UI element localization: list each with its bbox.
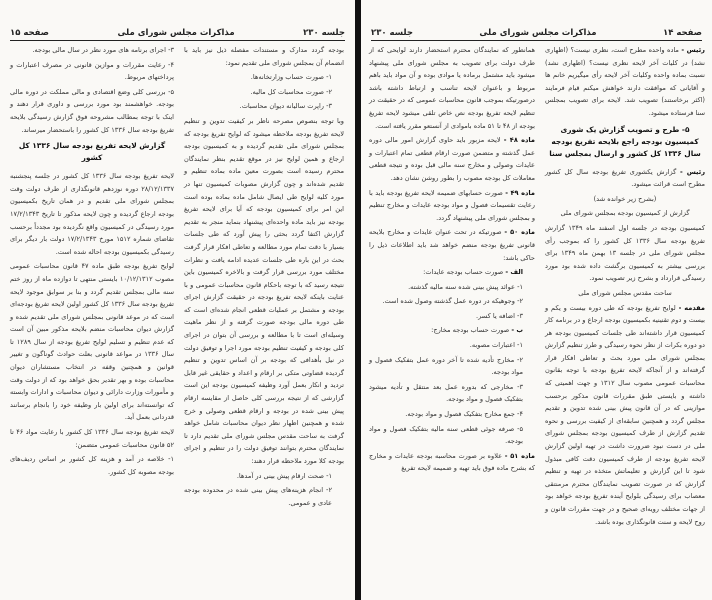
page-number: صفحه ۱۴ (663, 28, 702, 38)
list-item: ۲- صورت محاسبات کل مالیه. (250, 87, 332, 96)
right-page-left-column (369, 44, 535, 477)
session-number: جلسه ۲۳۰ (371, 28, 413, 38)
speaker-paragraph: رئیس - ماده واحده مطرح است، نظری نیست؟ (اظهاری نشد) در کلیات آخر لایحه نظری نیست؟ (اظهاری نشد) نسبت بماده واحده وکلیات آخر لایحه رأی میگیریم خانم ها و آقایانی که موافقت دارند خواهش میکنم قیام فرمایند (اکثر برخاستند) تصویب شد. لایحه برای تصویب بمجلس سنا فرستاده میشود. (545, 46, 705, 117)
list-item: ۵- بررسی کلی وضع اقتصادی و مالی مملکت در دوره مالی بودجه. خواهشمند بود مورد بررسی و داوری قرار دهند و اینک با توجه بمطالب مشروحه فوق گزارش رسیدگی بلایحه تفریغ بودجه سال ۱۳۳۶ کل کشور را باستحضار میرساند. (10, 87, 174, 134)
article-label: ماده ۵۰ - (504, 228, 535, 237)
subsection-heading: ب - صورت حساب بودجه مخارج: (431, 326, 523, 335)
speaker-label: رئیس - (680, 167, 705, 176)
list-item: ۱- عوائد پیش بینی شده سنه مالیه گذشته. (408, 282, 523, 291)
list-item: ۳- اضافه یا کسر. (476, 311, 523, 320)
right-page-header (371, 24, 702, 41)
speaker-paragraph: رئیس - گزارش یکشوری تفریغ بودجه سال کل کشور مطرح است قرائت میشود. (545, 167, 705, 189)
article-label: ماده ۴۸ - (503, 136, 535, 145)
running-title: مذاکرات مجلس شورای ملی (479, 28, 597, 38)
preface-label: مقدمه - (678, 303, 705, 312)
right-page (361, 0, 712, 600)
list-item: ۴- جمع مخارج بتفکیک فصول و مواد بودجه. (405, 410, 523, 419)
list-item: ۱- صحت ارقام پیش بینی در آمدها. (236, 471, 332, 480)
paragraph: همانطور که نمایندگان محترم استحضار دارند لوایحی که از طرف دولت برای تصویب به مجلس شورای ملی پیشنهاد میشود باید مشتمل برماده یا موادی بوده و آن مواد باید باهم مربوط و باعنوان لایحه تناسب و ارتباط داشته باشد درصورتیکه بموجب قانون محاسبات عمومی که در حقیقت در تنظیم لایحه تفریغ بودجه نص خاص تلقی میشود لایحه تفریغ بودجه از ۴۸ تا ۵۱ ماده باموادی از آنستعو مقرر یافته است. (369, 46, 535, 130)
left-page-header (10, 24, 345, 41)
list-item: ۳- مخارجی که بدوره عمل بعد منتقل و تأدیه میشود بتفکیک فصول و مواد بودجه. (369, 382, 523, 404)
article: ماده ۵۱ - علاوه بر صورت محاسبه بودجه عایدات و مخارج که بشرح ماده فوق باید تهیه و ضمیمه لایحه تفریغ (369, 451, 535, 473)
paragraph: وبا توجه بنصوص مصرحه ناظر بر کیفیت تدوین و تنظیم لایحه تفریغ بودجه ملاحظه میشود که لوایح تفریغ بودجه که بمجلس شورای ملی تقدیم گردیده و به کمیسیون بودجه ارجاع و همین لوایح نیز در موقع تقدیم بنظر نمایندگان محترم رسیده است بصورت معین ماده بماده تنظیم و تقدیم شده‌اند و چون گزارش مصوبات کمیسیون تنها در مورد کلیه لوایح طی ایصال شامل ماده بماده بوده است این امر برای کمیسیون بودجه که آیا برای لایحه تفریغ بودجه نیز باید ماده واحده‌ای پیشنهاد بنماید منجر به تقدیم گزارش اکتفا گردد بحثی را پیش آورد که طی جلسات بسیار با دقت تمام مورد مطالعه و تعاطی افکار قرار گرفت بحث در این باره طی جلسات عدیده ادامه یافت و نظرات مختلف مورد بررسی قرار گرفت و بالاخره کمیسیون باین نتیجه رسید که با توجه باحکام قانون محاسبات عمومی و با عنایت باینکه لایحه تفریغ بودجه در حقیقت گزارش اجرای بودجه و مشتمل بر عملیات قطعی انجام شده‌ای است که طی دوره مالی بودجه صورت گرفته و از نظر ماهیت وسیله‌ای است تا با مطالعه و بررسی آن بتوان در اجرای کلی بودجه و کیفیت تنظیم بودجه مورد اجرا و توفیق دولت در نیل بأهدافی که بودجه بر آن اساس تدوین و تنظیم گردیده قضاوتی متکی بر ارقام و اعداد و حقایقی غیر قابل تردید و انکار بعمل آورد وظیفه کمیسیون بودجه این است گزارشی که از نتیجه بررسی کلی حاصل از مقایسه ارقام پیش بینی شده در بودجه و ارقام قطعی وصولی و خرج شده و همچنین اظهار نظر دیوان محاسبات شامل خواهد گرفت به ساحت مقدس مجلس شورای ملی تقدیم دارد تا نمایندگان محترم بتوانند توفیق دولت را در تنظیم و اجرای بودجه کلا مورد ملاحظه قرار دهند: (184, 116, 344, 465)
paragraph: لوایح تفریغ بودجه طبق ماده ۴۷ قانون محاسبات عمومی مصوب ۱۰/۱۲/۱۳۱۲ بایستی منتهی تا دوازده ماه از روز ختم سنه مالی بمجلس تقدیم گردد و بنا بر سوابق موجود لایحه تفریغ بودجه سال ۱۳۳۶ کل کشور اولین لایحه تفریغ بودجه‌ای است که در موعد قانونی بمجلس شورای ملی تقدیم شده و گزارش دیوان محاسبات منضم بلایحه مذکور مبین آن است که عدم تنظیم و تسلیم لوایح تفریغ بودجه از سال ۱۲۸۹ تا سال ۱۳۳۶ در مواعد قانونی بعلت حوادث گوناگون و تغییر قوانین و همچنین وقفه در انتخاب مستشاران دیوان محاسبات بوده و بهر تقدیر بحق خواهد بود که از دولت وقت و مأمورات وزارت دارائی و دیوان محاسبات و ادارات وابسته که توانسته‌اند برای اولین بار وظیفه خود را بانجام برسانند قدردانی بعمل آید. (10, 262, 175, 422)
subsection-heading: الف - صورت حساب بودجه عایدات: (423, 268, 523, 277)
left-page-right-column (184, 44, 344, 511)
list-item: ۱- اعتبارات مصوبه. (469, 341, 523, 350)
list-item: ۳- اجرای برنامه های مورد نظر در سال مالی بودجه. (32, 46, 174, 54)
list-item: ۱- خلاصه در آمد و هزینه کل کشور بر اساس ردیف‌های بودجه مصوبه کل کشور. (10, 455, 174, 476)
page-number: صفحه ۱۵ (10, 28, 49, 38)
left-page (0, 0, 355, 600)
article-label: ماده ۵۱ - (504, 451, 535, 460)
list-item: ۳- راپرت سالیانه دیوان محاسبات. (239, 102, 332, 111)
right-page-right-column (545, 44, 705, 530)
salutation: ساحت مقدس مجلس شورای ملی (578, 288, 672, 297)
list-item: ۲- وجوهیکه در دوره عمل گذشته وصول شده است. (382, 297, 523, 306)
article: ماده ۴۸ - لایحه مزبور باید حاوی گزارش امور مالی دوره عمل گذشته و متضمن صورت ارقام قطعی تمام اعتبارات و عایدات وصولی و مخارج سنه مالی قبل بوده و نتیجه قطعی معاملات کل بودجه مصوب را بطور روشن نشان دهد. (369, 136, 535, 182)
speaker-label: رئیس - (681, 46, 705, 54)
article: ماده ۴۹ - صورت حسابهای ضمیمه لایحه تفریغ بودجه باید با رعایت تقسیمات فصول و مواد بودجه عایدات و مخارج تنظیم و بمجلس شورای ملی پیشنهاد گردد. (369, 188, 535, 222)
left-page-left-column (10, 44, 174, 480)
session-number: جلسه ۲۳۰ (303, 28, 345, 38)
paragraph: لایحه تفریغ بودجه سال ۱۳۳۶ کل کشور با رعایت مواد ۴۶ تا ۵۲ قانون محاسبات عمومی متضمن: (10, 428, 175, 449)
list-item: ۲- مخارج تأدیه شده تا آخر دوره عمل بتفکیک فصول و مواد بودجه. (369, 355, 523, 377)
list-item: ۵- صرفه جوئی قطعی سنه مالیه بتفکیک فصول و مواد بودجه. (369, 424, 523, 446)
report-title: گزارش از کمیسیون بودجه بمجلس شورای ملی (560, 209, 690, 218)
paragraph: لایحه تفریغ بودجه سال ۱۳۳۶ کل کشور در جلسه پنجشنبه ۲۸/۱۲/۱۳۳۷ دوره نوزدهم قانونگذاری از طرف دولت وقت بمجلس شورای ملی تقدیم و در همان تاریخ بکمیسیون بودجه ارجاع گردیده و چون لایحه مذکور تا تاریخ ۱۷/۲/۱۳۴۳ مورد رسیدگی در کمیسیون واقع نگردیده بود مجدداً برحسب تقاضای شماره ۱۵۱۲ مورخ ۱۷/۲/۱۳۴۳ دولت بار دیگر برای رسیدگی بکمیسیون بودجه احاله شده است. (10, 172, 174, 256)
reading-note: (بشرح زیر خوانده شد) (593, 194, 657, 203)
list-item: ۴- رعایت مقررات و موازین قانونی در مصرف اعتبارات و پرداختهای مربوط. (10, 60, 174, 82)
list-item: ۲- انجام هزینه‌های پیش بینی شده در محدوده بودجه عادی و عمومی. (184, 486, 332, 507)
paragraph: کمیسیون بودجه در جلسه اول اسفند ماه ۱۳۴۹ گزارش تفریغ بودجه سال ۱۳۳۶ کل کشور را که بموجب رأی مجلس شورای ملی در جلسه ۱۳ بهمن ماه ۱۳۴۹ برای بررسی بیشتر به کمیسیون برگشت داده شده بود مورد رسیدگی قرارداد و بشرح زیر تصویب نمود. (545, 223, 705, 283)
article: ماده ۵۰ - صورتیکه در تحت عنوان عایدات و مخارج بلایحه قانونی تفریغ بودجه منضم خواهد شد باید اطلاعات ذیل را حاکی باشد: (369, 228, 535, 262)
running-title: مذاکرات مجلس شورای ملی (117, 28, 235, 38)
preface-paragraph: مقدمه - لوایح تفریغ بودجه که طی دوره بیست و یکم و بیست و دوم تقنینیه بکمیسیون بودجه ارجاع و در برنامه کار کمیسیون قرار داشته‌اند طی جلسات کمیسیون بودجه هر دو دوره بکرات از نظر نحوه رسیدگی و طرز تنظیم گزارش بمجلس شورای ملی مورد بحث و تعاطی افکار قرار گرفته‌اند و از آنجاکه لایحه تفریغ بودجه با توجه بقانون محاسبات عمومی مصوب سال ۱۳۱۲ و جهت اهمیتی که داشته و بایستی طبق مقررات قانون مذکور برحسب موازینی که در آن قانون پیش بینی شده تدوین و تقدیم مجلس گردد و همچنین سابقه‌ای از کیفیت بررسی و نحوه تقدیم گزارش از طرف کمیسیون بودجه بمجلس شورای ملی در دست نبود ضرورت داشت در تهیه اولین گزارش لایحه تفریغ بودجه از طرف کمیسیون دقت کافی مبذول شود تا این گزارش و تعلیماتش متخذه در تهیه و تنظیم گزارش که در صورت تصویب نمایندگان محترم مرمنتقی معصاب برای رسیدگی بلوایح آینده تفریغ بودجه خواهد بود از جهات مختلف رویه‌ای صحیح و در جهت مقررات قانون و روح لایحه و سنت قانونگذاری بوده باشد. (545, 303, 705, 526)
paragraph: بودجه گردد مدارک و مستندات مفصله ذیل نیز باید با انضمام آن بمجلس شورای ملی تقدیم نمود: (184, 46, 344, 67)
section-heading: ۵- طرح و تصویب گزارش یک شوری کمیسیون بودجه راجع بلایحه تفریغ بودجه سال ۱۳۳۶ کل کشور و ارسال بمجلس سنا (549, 124, 701, 158)
list-item: ۱- صورت حساب وزارتخانه‌ها. (250, 73, 332, 82)
article-label: ماده ۴۹ - (505, 188, 535, 197)
section-heading: گزارش لایحه تفریغ بودجه سال ۱۳۳۶ کل کشور (18, 141, 166, 163)
